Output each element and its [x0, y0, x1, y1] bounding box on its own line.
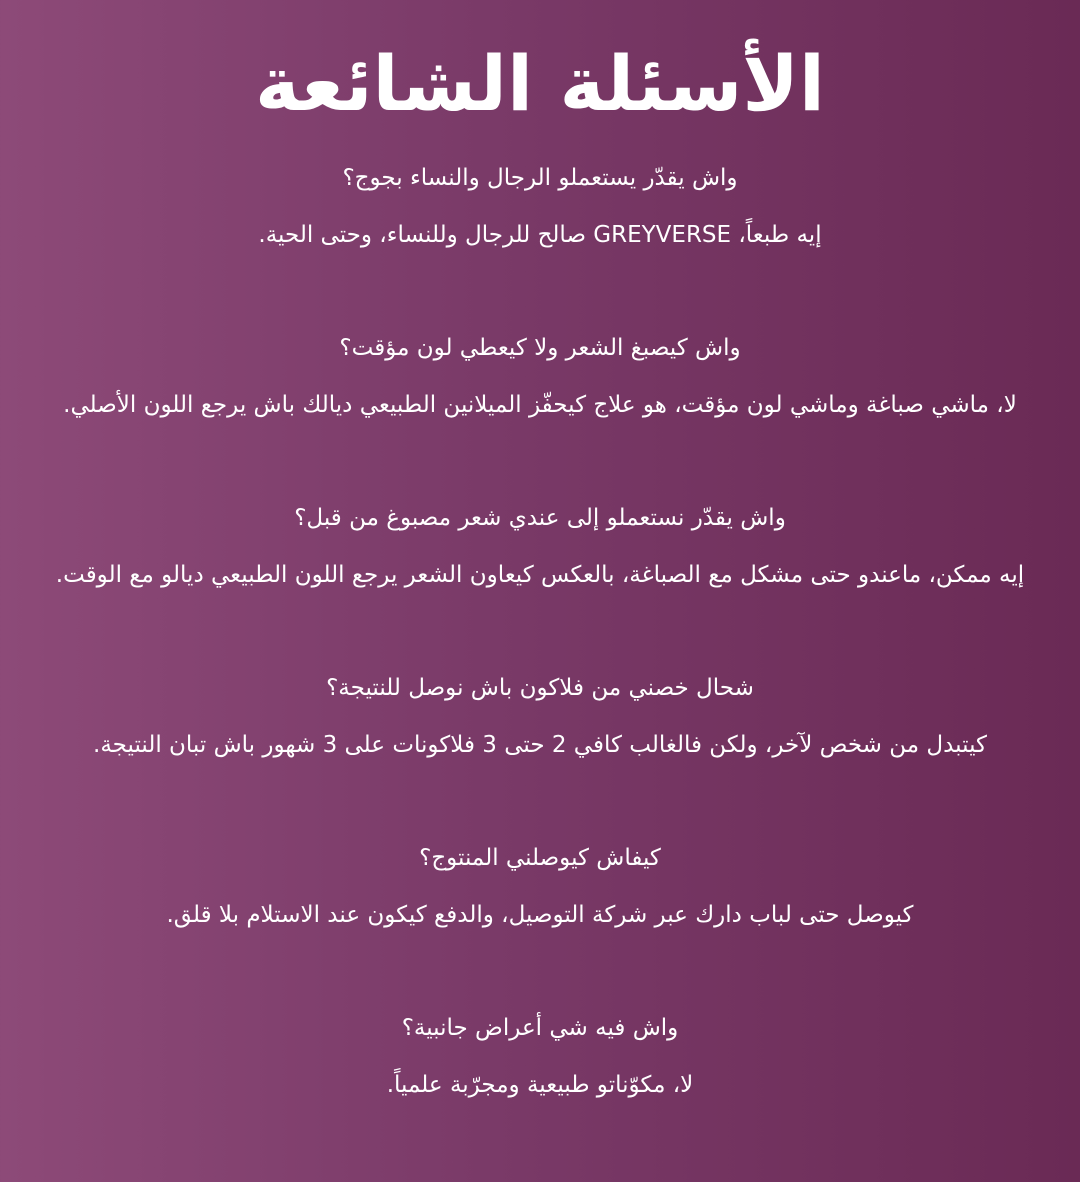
faq-answer: كيوصل حتى لباب دارك عبر شركة التوصيل، والدفع كيكون عند الاستلام بلا قلق.	[166, 902, 914, 928]
faq-question: واش يقدّر نستعملو إلى عندي شعر مصبوغ من قبل؟	[294, 505, 786, 531]
faq-question: واش كيصبغ الشعر ولا كيعطي لون مؤقت؟	[339, 335, 741, 361]
faq-item	[20, 842, 1060, 1012]
page-title: الأسئلة الشائعة	[255, 39, 825, 128]
faq-answer: إيه طبعاً، GREYVERSE صالح للرجال وللنساء، وحتى الحية.	[258, 222, 822, 248]
faq-item	[20, 1012, 1060, 1182]
faq-item	[20, 672, 1060, 842]
faq-answer: إيه ممكن، ماعندو حتى مشكل مع الصباغة، بالعكس كيعاون الشعر يرجع اللون الطبيعي ديالو مع الوقت.	[55, 562, 1025, 588]
faq-question: واش فيه شي أعراض جانبية؟	[401, 1015, 679, 1041]
faq-item	[20, 332, 1060, 502]
faq-question: كيفاش كيوصلني المنتوج؟	[419, 845, 661, 871]
faq-answer: لا، ماشي صباغة وماشي لون مؤقت، هو علاج كيحفّز الميلانين الطبيعي ديالك باش يرجع اللون الأصلي.	[63, 392, 1017, 418]
faq-item	[20, 162, 1060, 332]
faq-item	[20, 502, 1060, 672]
faq-list	[20, 162, 1060, 1182]
faq-answer: لا، مكوّناتو طبيعية ومجرّبة علمياً.	[386, 1072, 694, 1098]
faq-question: شحال خصني من فلاكون باش نوصل للنتيجة؟	[326, 675, 754, 701]
faq-answer: كيتبدل من شخص لآخر، ولكن فالغالب كافي 2 حتى 3 فلاكونات على 3 شهور باش تبان النتيجة.	[93, 732, 987, 758]
faq-question: واش يقدّر يستعملو الرجال والنساء بجوج؟	[342, 165, 738, 191]
